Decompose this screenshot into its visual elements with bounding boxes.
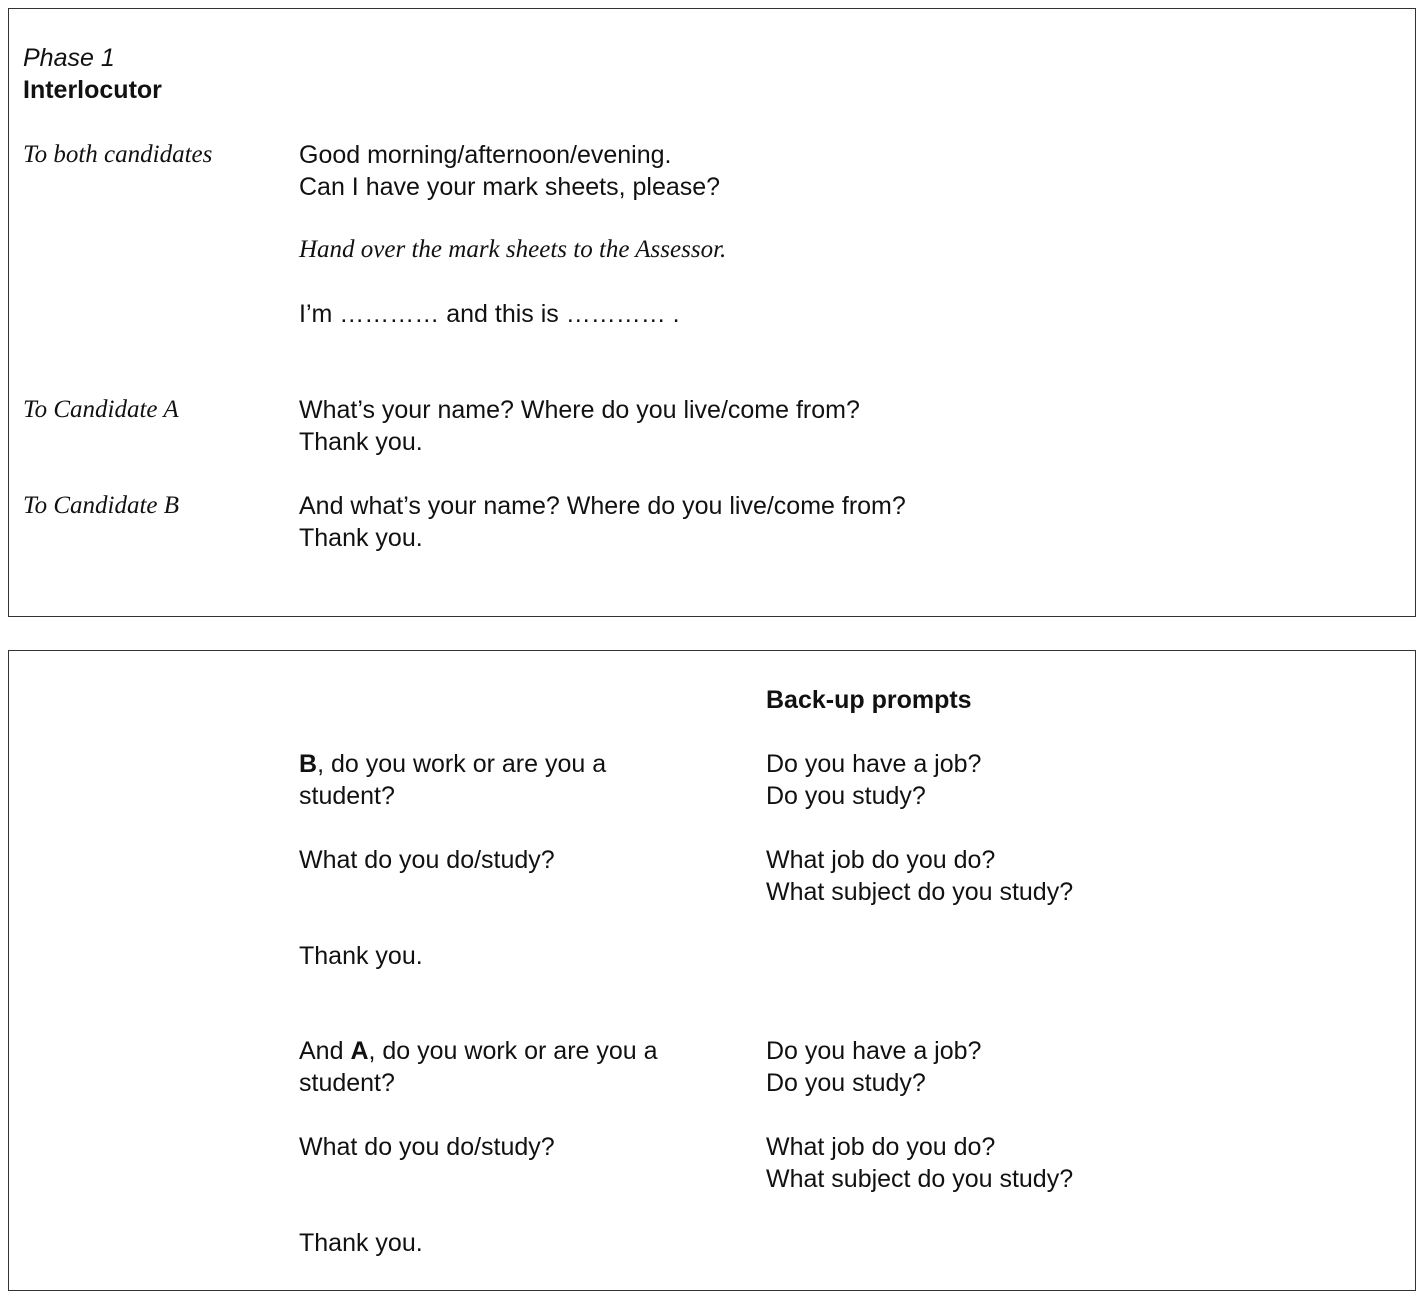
b-backup-prompts-1 [766,748,981,812]
a-follow-up: What do you do/study? [299,1133,555,1161]
backup-prompt: Do you study? [766,1069,926,1097]
candidate-b-name: B [299,750,318,778]
introduction-line: I’m ………… and this is ………… . [299,300,680,328]
a-thanks: Thank you. [299,1229,423,1257]
backup-prompt: What subject do you study? [766,1165,1074,1193]
backup-prompt: What job do you do? [766,1133,996,1161]
label-candidate-a: To Candidate A [23,396,179,423]
mark-sheets-line: Can I have your mark sheets, please? [299,173,721,201]
label-candidate-b: To Candidate B [23,492,180,519]
a-question-prefix: And [299,1037,351,1065]
a-question-rest: , do you work or are you a [368,1037,658,1065]
backup-prompt: Do you have a job? [766,750,982,778]
backup-prompt: What subject do you study? [766,878,1074,906]
a-backup-prompts-2 [766,1131,1073,1195]
a-backup-prompts-1 [766,1035,981,1099]
b-question [299,748,606,812]
b-backup-prompts-2 [766,844,1073,908]
backup-prompt: Do you study? [766,782,926,810]
backup-prompt: Do you have a job? [766,1037,982,1065]
candidate-b-thanks: Thank you. [299,524,423,552]
candidate-a-thanks: Thank you. [299,428,423,456]
candidate-b-question: And what’s your name? Where do you live/come from? [299,492,906,520]
greeting-text [299,139,720,203]
b-follow-up: What do you do/study? [299,846,555,874]
b-thanks: Thank you. [299,942,423,970]
candidate-b-text [299,490,906,554]
candidate-a-name: A [350,1037,369,1065]
instruction-text: Hand over the mark sheets to the Assessor. [299,236,727,263]
a-question [299,1035,658,1099]
role-heading: Interlocutor [23,76,162,104]
a-question-line2: student? [299,1069,395,1097]
candidate-a-text [299,394,860,458]
backup-prompts-heading: Back-up prompts [766,686,972,714]
greeting-line: Good morning/afternoon/evening. [299,141,672,169]
b-question-rest: , do you work or are you a [317,750,607,778]
candidate-a-question: What’s your name? Where do you live/come from? [299,396,860,424]
phase-label: Phase 1 [23,44,115,72]
backup-prompt: What job do you do? [766,846,996,874]
b-question-line2: student? [299,782,395,810]
questions-box [8,650,1416,1291]
label-both-candidates: To both candidates [23,141,213,168]
